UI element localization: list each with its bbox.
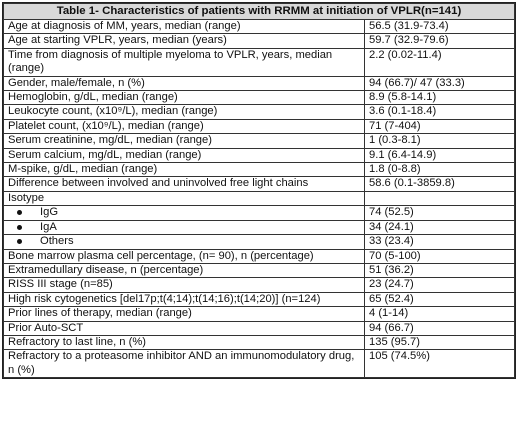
table-row <box>4 292 515 306</box>
row-value <box>365 191 515 205</box>
row-label: Serum calcium, mg/dL, median (range) <box>4 148 365 162</box>
row-label: Platelet count, (x10⁹/L), median (range) <box>4 119 365 133</box>
row-value: 71 (7-404) <box>365 119 515 133</box>
table-row <box>4 177 515 191</box>
row-label: Hemoglobin, g/dL, median (range) <box>4 91 365 105</box>
row-label: Serum creatinine, mg/dL, median (range) <box>4 134 365 148</box>
bullet-icon <box>17 225 22 230</box>
row-value: 1.8 (0-8.8) <box>365 163 515 177</box>
row-value: 3.6 (0.1-18.4) <box>365 105 515 119</box>
table-row <box>4 105 515 119</box>
row-label: Leukocyte count, (x10⁹/L), median (range) <box>4 105 365 119</box>
row-value: 70 (5-100) <box>365 249 515 263</box>
row-label: Age at diagnosis of MM, years, median (range) <box>4 20 365 34</box>
table-row <box>4 235 515 249</box>
row-label: Prior Auto-SCT <box>4 321 365 335</box>
row-label: Bone marrow plasma cell percentage, (n= 90), n (percentage) <box>4 249 365 263</box>
row-label: RISS III stage (n=85) <box>4 278 365 292</box>
row-value: 105 (74.5%) <box>365 350 515 378</box>
table-row <box>4 163 515 177</box>
table-row <box>4 34 515 48</box>
row-label: Isotype <box>4 191 365 205</box>
characteristics-table <box>3 3 515 378</box>
table-row <box>4 191 515 205</box>
row-value: 94 (66.7) <box>365 321 515 335</box>
table-row <box>4 263 515 277</box>
row-value: 58.6 (0.1-3859.8) <box>365 177 515 191</box>
table-row <box>4 148 515 162</box>
row-label: High risk cytogenetics [del17p;t(4;14);t(14;16);t(14;20)] (n=124) <box>4 292 365 306</box>
table-row <box>4 206 515 220</box>
bullet-icon <box>17 239 22 244</box>
bullet-icon <box>17 210 22 215</box>
characteristics-table-container <box>2 2 516 379</box>
row-label-cell <box>4 206 365 220</box>
table-title-row <box>4 4 515 20</box>
table-title: Table 1- Characteristics of patients with RRMM at initiation of VPLR(n=141) <box>4 4 515 20</box>
table-row <box>4 335 515 349</box>
row-label: Others <box>40 235 74 248</box>
row-label: Extramedullary disease, n (percentage) <box>4 263 365 277</box>
row-label: Difference between involved and uninvolved free light chains <box>4 177 365 191</box>
table-row <box>4 76 515 90</box>
row-value: 94 (66.7)/ 47 (33.3) <box>365 76 515 90</box>
row-value: 9.1 (6.4-14.9) <box>365 148 515 162</box>
table-row <box>4 220 515 234</box>
row-value: 23 (24.7) <box>365 278 515 292</box>
table-row <box>4 20 515 34</box>
row-value: 8.9 (5.8-14.1) <box>365 91 515 105</box>
table-row <box>4 350 515 378</box>
row-value: 65 (52.4) <box>365 292 515 306</box>
table-row <box>4 278 515 292</box>
row-value: 33 (23.4) <box>365 235 515 249</box>
row-label-cell <box>4 220 365 234</box>
table-row <box>4 249 515 263</box>
row-value: 4 (1-14) <box>365 307 515 321</box>
row-label: Refractory to a proteasome inhibitor AND an immunomodulatory drug, n (%) <box>4 350 365 378</box>
row-value: 56.5 (31.9-73.4) <box>365 20 515 34</box>
row-label: Time from diagnosis of multiple myeloma to VPLR, years, median (range) <box>4 48 365 76</box>
table-row <box>4 134 515 148</box>
row-label: M-spike, g/dL, median (range) <box>4 163 365 177</box>
table-row <box>4 91 515 105</box>
row-label: Prior lines of therapy, median (range) <box>4 307 365 321</box>
row-value: 135 (95.7) <box>365 335 515 349</box>
row-label: IgG <box>40 206 59 219</box>
row-value: 51 (36.2) <box>365 263 515 277</box>
row-label-cell <box>4 235 365 249</box>
table-row <box>4 48 515 76</box>
row-label: IgA <box>40 220 57 233</box>
row-value: 59.7 (32.9-79.6) <box>365 34 515 48</box>
row-label: Gender, male/female, n (%) <box>4 76 365 90</box>
table-row <box>4 321 515 335</box>
table-row <box>4 119 515 133</box>
row-value: 2.2 (0.02-11.4) <box>365 48 515 76</box>
row-value: 74 (52.5) <box>365 206 515 220</box>
row-label: Refractory to last line, n (%) <box>4 335 365 349</box>
row-value: 34 (24.1) <box>365 220 515 234</box>
row-value: 1 (0.3-8.1) <box>365 134 515 148</box>
row-label: Age at starting VPLR, years, median (years) <box>4 34 365 48</box>
table-row <box>4 307 515 321</box>
